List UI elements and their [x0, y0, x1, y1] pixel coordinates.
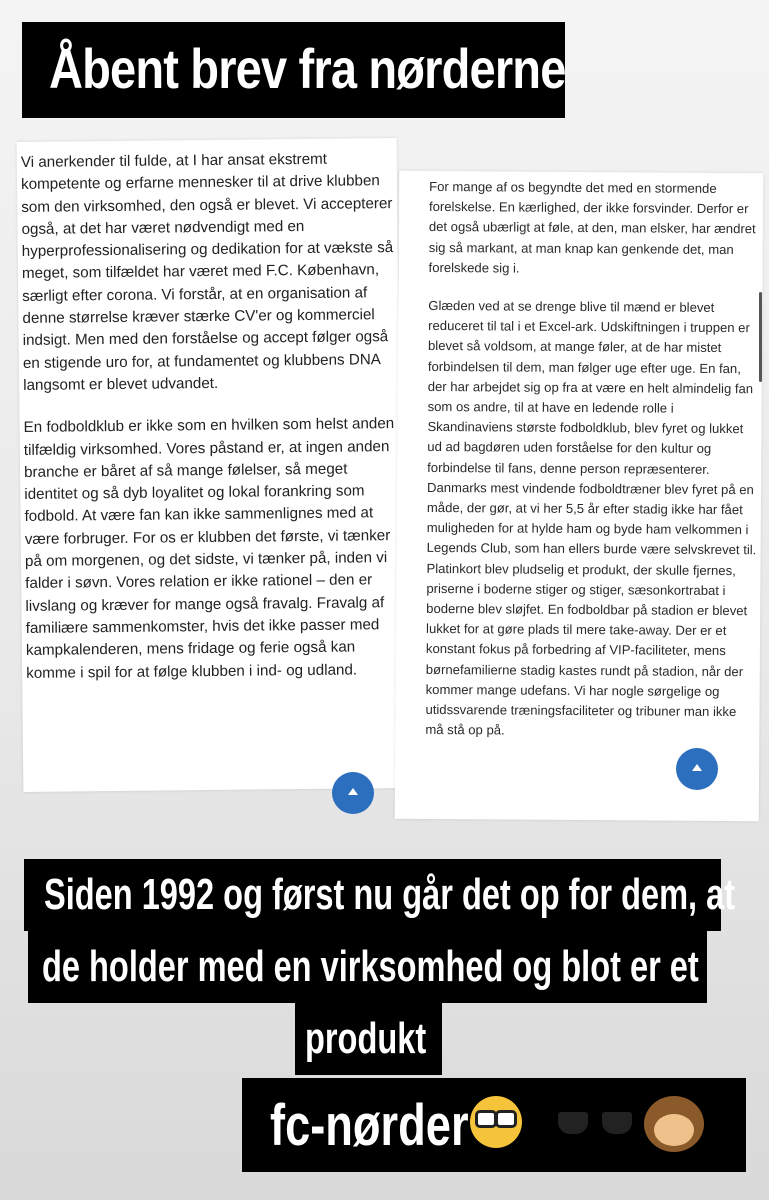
- chevron-up-icon: [348, 788, 358, 795]
- title-banner: [22, 22, 565, 118]
- letter-text-left: [21, 148, 399, 685]
- sunglasses-icon: [558, 1096, 632, 1152]
- slogan-line-2: [28, 931, 707, 1003]
- letter-paragraph: Glæden ved at se drenge blive til mænd er blevet reduceret til tal i et Excel-ark. Udskiftningen i truppen er blevet så voldsom, at mange føler, at de har mistet forbindelsen til dem, man følger uge efter uge. En fan, der har arbejdet sig op fra at være en helt almindelig fan som os andre, til at have en ledende rolle i Skandinaviens største fodboldklub, blev fyret og lukket ud ad bagdøren uden forståelse for den kultur og forbindelse til fans, denne person repræsenterer. Danmarks mest vindende fodboldtræner blev fyret på en måde, der gør, at vi her 5,5 år efter stadig ikke har fået muligheden for at hylde ham og byde ham velkommen i Legends Club, som han ellers burde være selvskrevet til. Platinkort blev pludselig et produkt, der skulle fjernes, priserne i boderne stiger og stiger, sæsonkortrabat i boderne blev sløjfet. En fodboldbar på stadion er blevet lukket for at gøre plads til mere take-away. Der er et konstant fokus på forbedring af VIP-faciliteter, mens børnefamilierne stadig kastes rundt på stadion, når der kommer mange udefans. Vi har nogle sørgelige og utidssvarende træningsfaciliteter og tribuner man ikke må stå op på.: [425, 297, 757, 738]
- scroll-to-top-button[interactable]: [332, 772, 374, 814]
- chevron-up-icon: [692, 764, 702, 771]
- slogan-line-3: [295, 1003, 442, 1075]
- slogan-text: de holder med en virksomhed og blot er et: [42, 942, 699, 991]
- scrollbar[interactable]: [759, 292, 762, 382]
- slogan-text: produkt: [305, 1014, 427, 1063]
- letter-paragraph: For mange af os begyndte det med en stormende forelskelse. En kærlighed, der ikke forsvinder. Derfor er det også ubærligt at føle, at den, man elsker, har ændret sig så markant, at man knap kan genkende det, man forelskede sig i.: [428, 178, 756, 276]
- slogan-line-1: [24, 859, 736, 931]
- nerd-face-icon: [470, 1096, 522, 1160]
- signature-banner: [242, 1078, 746, 1172]
- letter-text-right: [425, 177, 759, 743]
- signature-text: fc-nørder: [270, 1093, 469, 1158]
- letter-paragraph: Vi anerkender til fulde, at I har ansat ekstremt kompetente og erfarne mennesker til at drive klubben som den virksomhed, den også er blevet. Vi accepterer også, at det har været nødvendigt med en hyperprofessionalisering og dedikation for at vækste så meget, som tilfældet har været med F.C. København, særligt efter corona. Vi forstår, at en organisation af denne størrelse kræver stærke CV'er og kommerciel indsigt. Men med den forståelse og accept følger også en stigende uro for, at fundamentet og klubbens DNA langsomt er blevet udvandet.: [20, 150, 394, 394]
- letter-paragraph: En fodboldklub er ikke som en hvilken som helst anden tilfældig virksomhed. Vores påstand er, at ingen anden branche er båret af så mange følelser, så meget identitet og så dyb loyalitet og lokal forankring som fodbold. At være fan kan ikke sammenlignes med at være forbruger. For os er klubben det første, vi tænker på om morgenen, og det sidste, vi tænker på, inden vi falder i søvn. Vores relation er ikke rationel – den er livslang og kræver for mange også fravalg. Fravalg af familiære sammenkomster, hvis det ikke passer med kampkalenderen, mens fridage og ferie også kan komme i spil for at følge klubben i ind- og udland.: [23, 415, 395, 682]
- story-title: Åbent brev fra nørderne: [49, 37, 566, 100]
- letter-screenshot-left: [17, 138, 404, 792]
- slogan-text: Siden 1992 og først nu går det op for dem, at: [44, 870, 736, 919]
- monkey-icon: [644, 1096, 704, 1164]
- letter-screenshot-right: [395, 171, 764, 822]
- scroll-to-top-button[interactable]: [676, 748, 718, 790]
